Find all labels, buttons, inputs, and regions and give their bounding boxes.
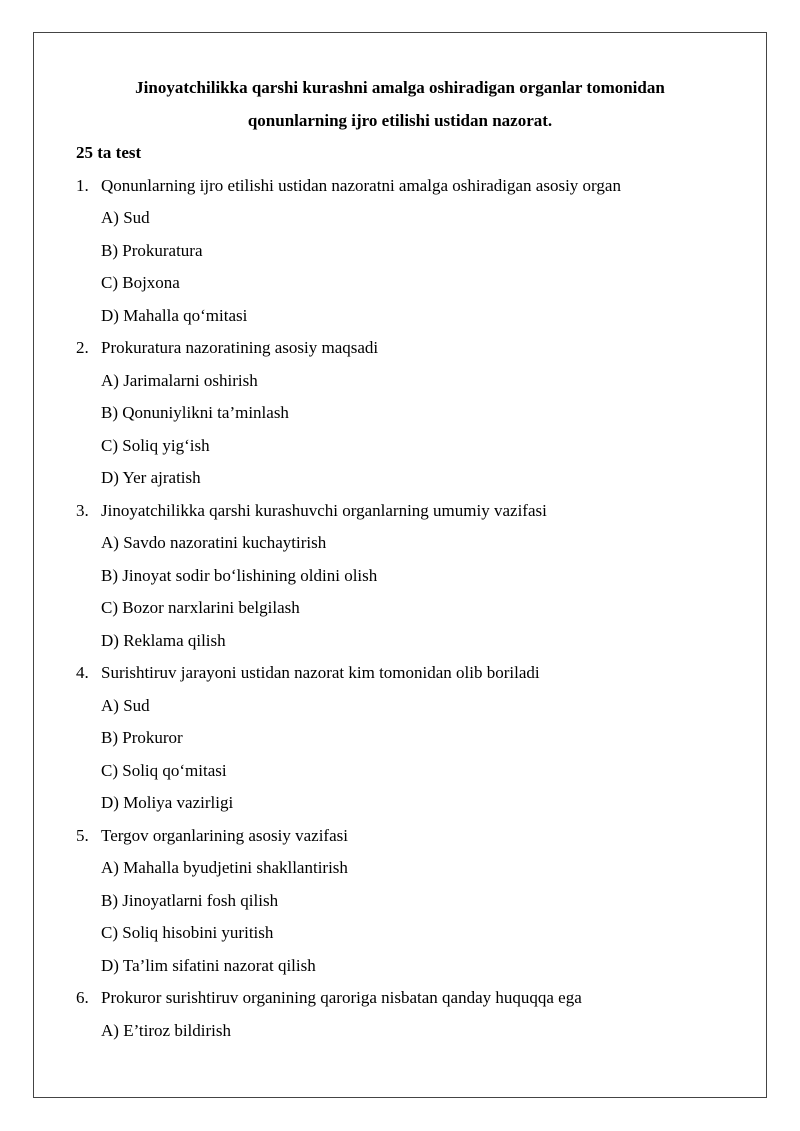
answer-option: C) Soliq qo‘mitasi [101,760,227,780]
answer-option: B) Jinoyatlarni fosh qilish [101,890,279,910]
question-line [76,170,756,203]
question-text: Qonunlarning ijro etilishi ustidan nazoratni amalga oshiradigan asosiy organ [101,175,621,195]
question-text: Prokuror surishtiruv organining qaroriga nisbatan qanday huquqqa ega [101,988,582,1007]
title-line-1: Jinoyatchilikka qarshi kurashni amalga oshiradigan organlar tomonidan [135,78,665,97]
answer-option: A) Jarimalarni oshirish [101,370,258,390]
answer-option: A) Sud [101,208,150,227]
answer-option: D) Mahalla qo‘mitasi [101,305,248,325]
question-line [76,820,756,853]
question-number: 2. [76,338,89,357]
question-item [76,495,756,658]
document-title [60,72,740,137]
answer-option: D) Yer ajratish [101,468,201,487]
question-line [76,332,756,365]
question-number: 6. [76,988,89,1007]
title-line-2: qonunlarning ijro etilishi ustidan nazorat. [247,110,553,130]
answer-option: B) Prokuror [101,728,183,747]
question-item [76,657,756,820]
answer-option: A) Savdo nazoratini kuchaytirish [101,533,327,552]
question-number: 5. [76,825,89,845]
question-number: 3. [76,500,89,520]
question-line [76,495,756,528]
answer-option: C) Soliq hisobini yuritish [101,923,274,942]
answer-option: C) Bozor narxlarini belgilash [101,598,300,617]
answer-option: B) Prokuratura [101,240,203,260]
answer-option: A) Sud [101,695,150,715]
question-text: Prokuratura nazoratining asosiy maqsadi [101,338,379,357]
question-line [76,657,756,690]
answer-option: D) Moliya vazirligi [101,793,234,812]
question-item [76,982,756,1047]
answer-option: B) Jinoyat sodir bo‘lishining oldini olish [101,565,378,585]
answer-option: D) Reklama qilish [101,630,226,650]
answer-option: A) E’tiroz bildirish [101,1020,231,1040]
question-list [76,170,756,1048]
question-line [76,982,756,1015]
question-text: Jinoyatchilikka qarshi kurashuvchi organlarning umumiy vazifasi [101,500,547,520]
question-text: Surishtiruv jarayoni ustidan nazorat kim tomonidan olib boriladi [101,663,540,682]
answer-option: D) Ta’lim sifatini nazorat qilish [101,955,316,975]
question-number: 4. [76,663,89,682]
question-item [76,820,756,983]
answer-option: A) Mahalla byudjetini shakllantirish [101,858,348,877]
question-item [76,332,756,495]
answer-option: C) Soliq yig‘ish [101,435,210,455]
test-count: 25 ta test [76,143,142,162]
question-number: 1. [76,175,89,195]
question-item [76,170,756,333]
question-text: Tergov organlarining asosiy vazifasi [101,825,348,845]
answer-option: C) Bojxona [101,273,180,292]
answer-option: B) Qonuniylikni ta’minlash [101,403,289,422]
